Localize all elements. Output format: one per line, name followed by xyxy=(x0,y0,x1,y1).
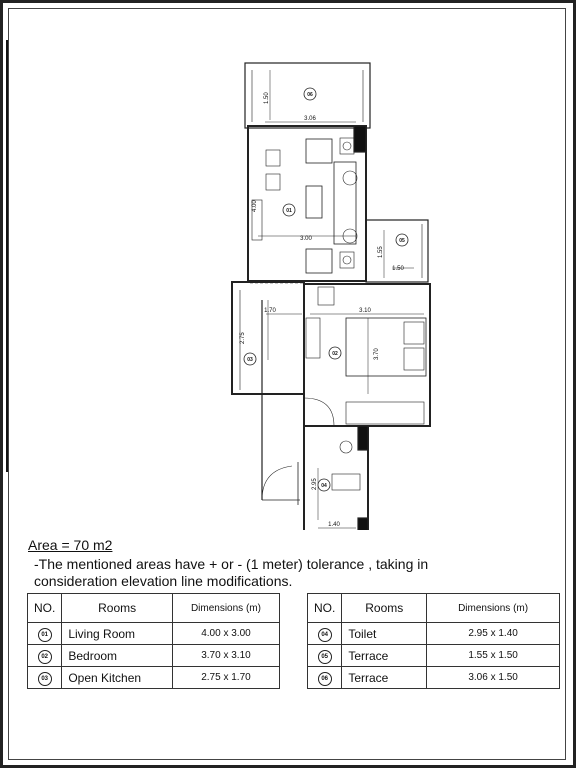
room-dimensions: 3.70 x 3.10 xyxy=(172,645,279,667)
dim-terrace-top-h: 1.50 xyxy=(264,92,270,104)
room-number-badge: 03 xyxy=(38,672,52,686)
tolerance-note: -The mentioned areas have + or - (1 meter) tolerance , taking in consideration elevation line modifications. xyxy=(34,556,429,589)
dim-kitchen-w: 1.70 xyxy=(264,308,276,314)
armchair-top xyxy=(306,139,332,163)
wardrobe xyxy=(346,402,424,424)
sofa xyxy=(334,162,356,244)
dim-living-w: 3.00 xyxy=(300,236,312,242)
dim-toilet-h: 2.95 xyxy=(312,478,318,490)
table-header-row xyxy=(28,594,280,623)
dimension-labels xyxy=(240,92,404,528)
tag-06: 06 xyxy=(307,92,313,98)
chair-1 xyxy=(266,150,280,166)
room-name: Bedroom xyxy=(62,645,173,667)
header-no: NO. xyxy=(28,594,62,623)
tag-04: 04 xyxy=(321,483,327,489)
terrace-05-outline xyxy=(366,220,428,282)
tag-03: 03 xyxy=(247,357,253,363)
coffee-table xyxy=(306,186,322,218)
wc xyxy=(332,474,360,490)
room-dimensions: 2.95 x 1.40 xyxy=(427,623,560,645)
room-name: Toilet xyxy=(342,623,427,645)
armchair-bottom xyxy=(306,249,332,273)
room-number-badge: 01 xyxy=(38,628,52,642)
dim-kitchen-h: 2.75 xyxy=(240,332,246,344)
area-title: Area = 70 m2 xyxy=(28,537,113,553)
column-1 xyxy=(354,126,366,152)
table-row xyxy=(28,667,280,689)
column-2 xyxy=(358,426,368,450)
room-dimensions: 4.00 x 3.00 xyxy=(172,623,279,645)
column-3 xyxy=(358,518,368,530)
table-row xyxy=(308,667,560,689)
dim-bedroom-w: 3.10 xyxy=(359,308,371,314)
room-name: Terrace xyxy=(342,645,427,667)
header-no: NO. xyxy=(308,594,342,623)
header-dimensions: Dimensions (m) xyxy=(172,594,279,623)
table-header-row xyxy=(308,594,560,623)
rooms-table-right xyxy=(307,593,560,689)
table-row xyxy=(308,623,560,645)
room-name: Living Room xyxy=(62,623,173,645)
basin xyxy=(340,441,352,453)
header-dimensions: Dimensions (m) xyxy=(427,594,560,623)
table-row xyxy=(28,645,280,667)
bedroom-desk xyxy=(306,318,320,358)
chair-2 xyxy=(266,174,280,190)
dim-living-h: 4.00 xyxy=(252,200,258,212)
rooms-table-left xyxy=(27,593,280,689)
header-rooms: Rooms xyxy=(342,594,427,623)
entry-door-swing xyxy=(262,466,292,500)
room-number-badge: 02 xyxy=(38,650,52,664)
dim-bedroom-h: 3.70 xyxy=(374,348,380,360)
header-rooms: Rooms xyxy=(62,594,173,623)
tag-05: 05 xyxy=(399,238,405,244)
room-tags xyxy=(244,88,408,491)
dim-toilet-w: 1.40 xyxy=(328,522,340,528)
room-dimensions: 2.75 x 1.70 xyxy=(172,667,279,689)
bed xyxy=(346,318,426,376)
room-number-badge: 06 xyxy=(318,672,332,686)
room-name: Terrace xyxy=(342,667,427,689)
room-dimensions: 1.55 x 1.50 xyxy=(427,645,560,667)
bedroom-door-swing xyxy=(304,398,334,426)
dim-terrace-right-w: 1.50 xyxy=(392,266,404,272)
dim-terrace-top-w: 3.06 xyxy=(304,116,316,122)
tag-02: 02 xyxy=(332,351,338,357)
tag-01: 01 xyxy=(286,208,292,214)
room-name: Open Kitchen xyxy=(62,667,173,689)
table-row xyxy=(308,645,560,667)
table-row xyxy=(28,623,280,645)
room-number-badge: 04 xyxy=(318,628,332,642)
dim-terrace-right-h: 1.55 xyxy=(378,246,384,258)
room-dimensions: 3.06 x 1.50 xyxy=(427,667,560,689)
living-room-outline xyxy=(248,126,366,281)
room-number-badge: 05 xyxy=(318,650,332,664)
